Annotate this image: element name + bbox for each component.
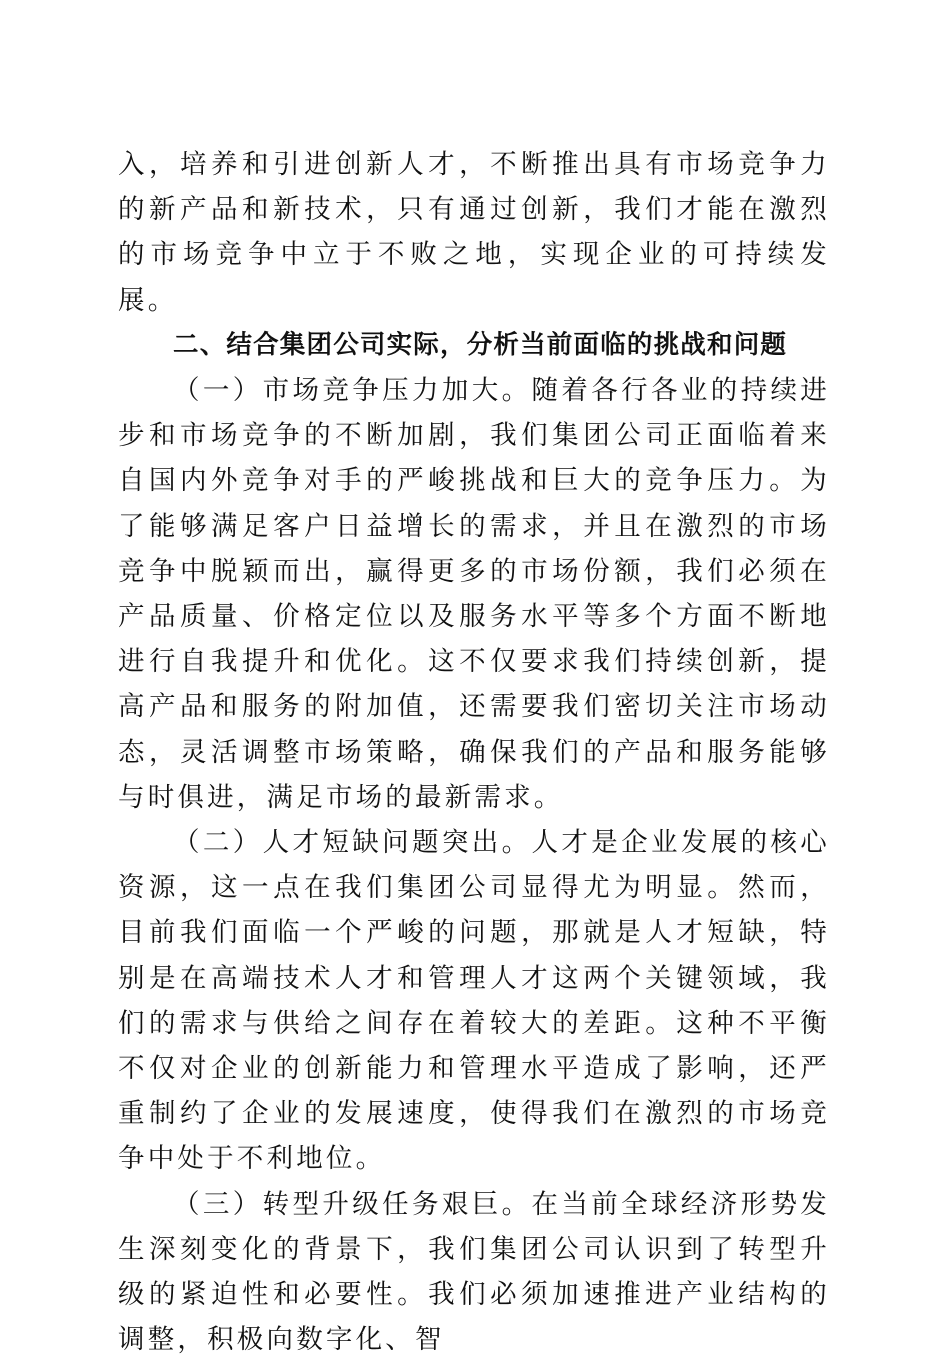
- item-lead-1: （一）市场竞争压力加大。: [173, 375, 532, 407]
- item-paragraph-2: [118, 820, 830, 1182]
- item-body-3: 在当前全球经济形势发生深刻变化的背景下，我们集团公司认识到了转型升级的紧迫性和必要性。我们必须加速推进产业结构的调整，积极向数字化、智: [118, 1188, 831, 1356]
- item-paragraph-1: [118, 368, 830, 820]
- document-body: [118, 142, 830, 1362]
- item-body-2: 人才是企业发展的核心资源，这一点在我们集团公司显得尤为明显。然而，目前我们面临一个严峻的问题，那就是人才短缺，特别是在高端技术人才和管理人才这两个关键领域，我们的需求与供给之间存在着较大的差距。这种不平衡不仅对企业的创新能力和管理水平造成了影响，还严重制约了企业的发展速度，使得我们在激烈的市场竞争中处于不利地位。: [118, 827, 831, 1175]
- item-body-1: 随着各行各业的持续进步和市场竞争的不断加剧，我们集团公司正面临着来自国内外竞争对手的严峻挑战和巨大的竞争压力。为了能够满足客户日益增长的需求，并且在激烈的市场竞争中脱颖而出，赢得更多的市场份额，我们必须在产品质量、价格定位以及服务水平等多个方面不断地进行自我提升和优化。这不仅要求我们持续创新，提高产品和服务的附加值，还需要我们密切关注市场动态，灵活调整市场策略，确保我们的产品和服务能够与时俱进，满足市场的最新需求。: [118, 375, 831, 813]
- section-heading: 二、结合集团公司实际，分析当前面临的挑战和问题: [173, 329, 788, 360]
- item-lead-3: （三）转型升级任务艰巨。: [173, 1188, 532, 1220]
- item-paragraph-3: [118, 1182, 830, 1362]
- item-lead-2: （二）人才短缺问题突出。: [173, 827, 532, 859]
- continued-paragraph: 入，培养和引进创新人才，不断推出具有市场竞争力的新产品和新技术，只有通过创新，我们才能在激烈的市场竞争中立于不败之地，实现企业的可持续发展。: [118, 149, 830, 316]
